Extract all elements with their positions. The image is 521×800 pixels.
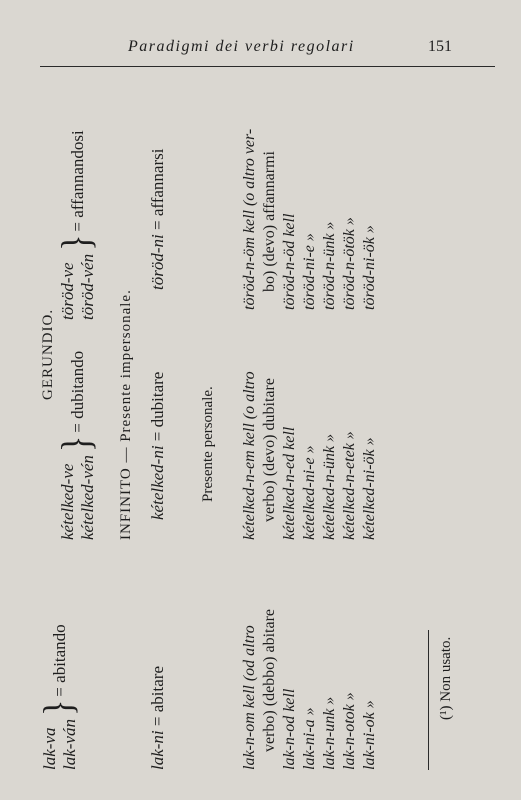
col1-present-line: lak-n-od kell bbox=[281, 688, 298, 770]
col1-present-line: lak-ni-ok » bbox=[361, 700, 378, 770]
col2-present-line: kételked-n-ed kell bbox=[281, 426, 298, 540]
col1-present-line: lak-ni-a » bbox=[301, 707, 318, 770]
gerund-heading: GERUNDIO. bbox=[40, 308, 56, 400]
brace-icon: } bbox=[37, 699, 82, 717]
infinitive-heading: INFINITO — Presente impersonale. bbox=[118, 289, 134, 540]
col1-gerund-b: lak-ván bbox=[60, 719, 79, 770]
col3-infinitive-gloss: = affannarsi bbox=[148, 148, 167, 231]
col3-present-line: töröd-ni-ök » bbox=[361, 225, 378, 310]
col3-gerund-gloss: = affannandosi bbox=[68, 130, 87, 232]
brace-icon: } bbox=[55, 234, 100, 251]
present-heading: Presente personale. bbox=[200, 386, 216, 502]
col2-infinitive-form: kételked-ni bbox=[148, 445, 167, 520]
col3-present-list bbox=[240, 129, 380, 310]
col2-gerund bbox=[55, 350, 100, 540]
col2-infinitive bbox=[148, 372, 168, 520]
col2-present-line: kételked-n-em kell (o altro bbox=[241, 371, 258, 540]
col3-infinitive-form: töröd-ni bbox=[148, 234, 167, 290]
col3-gerund bbox=[55, 130, 100, 320]
col1-infinitive-gloss: = abitare bbox=[148, 666, 167, 727]
header-rule bbox=[40, 66, 495, 67]
col1-present-line: verbo) (debbo) abitare bbox=[261, 608, 278, 752]
col2-infinitive-gloss: = dubitare bbox=[148, 371, 167, 442]
col3-present-line: töröd-n-öm kell (o altro ver- bbox=[241, 128, 258, 310]
col1-present-line: lak-n-om kell (od altro bbox=[241, 625, 258, 770]
rotated-paradigm-table bbox=[37, 70, 495, 770]
page-number: 151 bbox=[428, 38, 452, 55]
col2-gerund-a: kételked-ve bbox=[58, 463, 77, 540]
col2-gerund-b: kételked-vén bbox=[78, 455, 97, 540]
col2-present-list bbox=[240, 371, 380, 540]
footnote: (¹) Non usato. bbox=[438, 636, 454, 720]
col1-infinitive-form: lak-ni bbox=[148, 730, 167, 770]
col2-present-line: kételked-ni-e » bbox=[301, 445, 318, 540]
col3-present-line: töröd-n-ünk » bbox=[321, 221, 338, 310]
brace-icon: } bbox=[55, 435, 100, 453]
col3-gerund-b: töröd-vén bbox=[78, 253, 97, 320]
col2-present-line: kételked-n-ünk » bbox=[321, 433, 338, 540]
col3-present-line: bo) (devo) affannarmi bbox=[261, 151, 278, 292]
running-header bbox=[0, 0, 521, 70]
col1-present-line: lak-n-otok » bbox=[341, 692, 358, 770]
col1-present-line: lak-n-unk » bbox=[321, 696, 338, 770]
col3-gerund-a: töröd-ve bbox=[58, 262, 77, 320]
col2-gerund-gloss: = dubitando bbox=[68, 350, 87, 433]
footnote-rule bbox=[428, 630, 429, 770]
col3-present-line: töröd-n-öd kell bbox=[281, 213, 298, 310]
col1-gerund-gloss: = abitando bbox=[50, 624, 69, 697]
col2-present-line: verbo) (devo) dubitare bbox=[261, 378, 278, 522]
col2-present-line: kételked-ni-ök » bbox=[361, 437, 378, 540]
col1-gerund bbox=[37, 624, 82, 770]
col3-present-line: töröd-n-ötök » bbox=[341, 217, 358, 310]
col2-present-line: kételked-n-etek » bbox=[341, 431, 358, 540]
col1-infinitive bbox=[148, 666, 168, 770]
col1-gerund-a: lak-va bbox=[40, 727, 59, 770]
col1-present-list bbox=[240, 609, 380, 770]
col3-infinitive bbox=[148, 149, 168, 290]
col3-present-line: töröd-ni-e » bbox=[301, 233, 318, 310]
running-title: Paradigmi dei verbi regolari bbox=[128, 38, 355, 55]
